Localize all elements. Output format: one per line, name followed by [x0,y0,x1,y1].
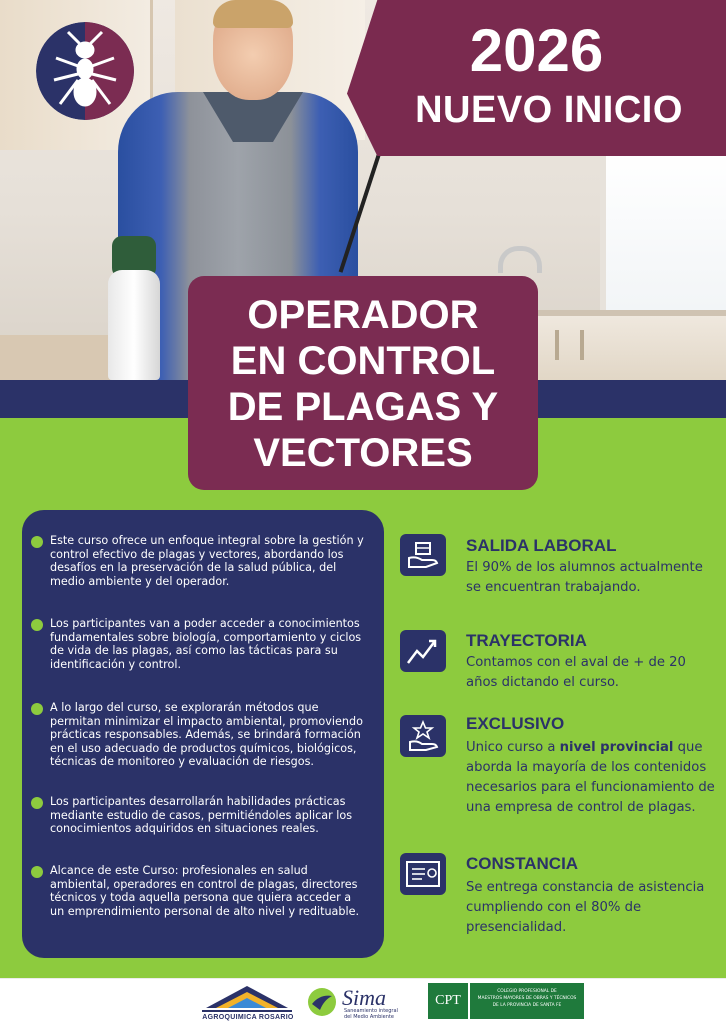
section-text-trayectoria: Contamos con el aval de + de 20 años dictando el curso. [466,655,686,690]
star-hand-icon [400,715,446,757]
sprayer-tank [108,270,160,380]
cpt-line: COLEGIO PROFESIONAL DE [497,989,557,994]
exclusivo-text-bold: nivel provincial [559,740,674,755]
sima-logo-text: Sima [342,985,386,1010]
faucet [498,246,542,273]
section-text-constancia: Se entrega constancia de asistencia cumpliendo con el 80% de presencialidad. [466,880,705,935]
exclusivo-text-after: que aborda la mayoría de los contenidos necesarios para el funcionamiento de una empresa de control de plagas. [466,740,715,815]
cpt-line: MAESTROS MAYORES DE OBRAS Y TÉCNICOS [477,996,577,1001]
description-item: A lo largo del curso, se explorarán métodos que permitan minimizar el impacto ambiental, promoviendo prácticas responsables. Además, se brindará formación en el uso adecuado de productos químicos, biológicos, técnicas de monitoreo y evaluación de riesgos. [50,701,363,769]
trend-chart-icon [400,630,446,672]
hair [213,0,293,28]
description-item: Los participantes desarrollarán habilidades prácticas mediante estudio de casos, permitiéndoles aplicar los conocimientos adquiridos en situaciones reales. [50,795,353,836]
cpt-logo: CPT [428,983,468,1019]
section-title-constancia: CONSTANCIA [466,854,579,873]
kitchen-counter [520,310,726,380]
section-text-salida: El 90% de los alumnos actualmente se encuentran trabajando. [466,560,703,595]
cabinet-knob [580,330,584,360]
bird-logo-icon [306,986,338,1018]
bullet-dot [31,797,43,809]
description-item: Este curso ofrece un enfoque integral sobre la gestión y control efectivo de plagas y vectores, abordando los desafíos en la preservación de la salud pública, del medio ambiente y del operador. [50,534,364,588]
course-title-line: EN CONTROL [230,339,496,383]
bullet-dot [31,703,43,715]
course-title-line: DE PLAGAS Y [227,385,499,429]
description-item: Los participantes van a poder acceder a conocimientos fundamentales sobre biología, comportamiento y ciclos de vida de las plagas, así como las tácticas para su identificación y control. [50,617,362,671]
banner-subtitle: NUEVO INICIO [415,89,683,131]
agroquimica-name: AGROQUIMICA ROSARIO [202,1014,294,1021]
bullet-dot [31,536,43,548]
kitchen-window [600,150,726,325]
exclusivo-text-before: Unico curso a [466,740,560,755]
ant-logo-icon [36,22,134,120]
sima-subtitle: Saneamiento integral del Medio Ambiente [344,1008,398,1020]
cpt-line: DE LA PROVINCIA DE SANTA FE [492,1003,562,1008]
bullet-dot [31,619,43,631]
section-text-exclusivo [466,738,716,818]
section-title-exclusivo: EXCLUSIVO [466,714,565,733]
banner-year: 2026 [469,17,604,84]
description-item: Alcance de este Curso: profesionales en salud ambiental, operadores en control de plagas, directores técnicos y toda aquella persona que quiera acceder a un emprendimiento personal de alto nivel y redituable. [50,864,360,918]
course-title-line: OPERADOR [247,293,479,337]
course-title-line: VECTORES [253,431,473,475]
section-title-salida: SALIDA LABORAL [466,536,617,555]
section-title-trayectoria: TRAYECTORIA [466,631,587,650]
cabinet-knob [555,330,559,360]
hand-box-icon [400,534,446,576]
certificate-icon [400,853,446,895]
bullet-dot [31,866,43,878]
